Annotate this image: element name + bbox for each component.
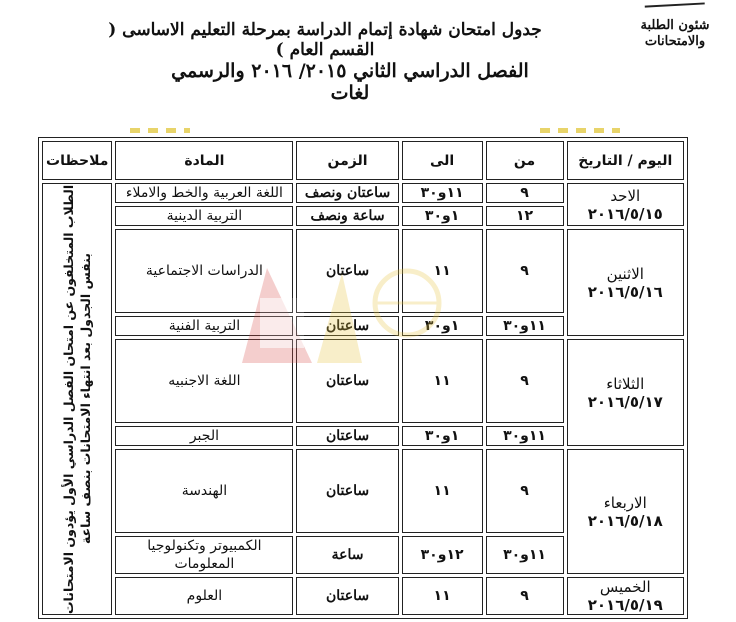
table-header-row (42, 141, 684, 180)
exam-to: ١١ (402, 229, 483, 313)
exam-from: ١١و٣٠ (486, 536, 564, 574)
exam-duration: ساعتان (296, 339, 398, 423)
exam-to: ١١ (402, 577, 483, 615)
table-row (42, 183, 684, 203)
notes-text: الطلاب المتخلفون عن امتحان الفصل الدراسي الأول يؤدون الامتحانات بنفس الجدول بعد انتهاء الامتحانات بنصف ساعة (61, 184, 94, 614)
exam-to: ١و٣٠ (402, 426, 483, 446)
exam-subject: الدراسات الاجتماعية (115, 229, 293, 313)
table-row (42, 339, 684, 423)
exam-duration: ساعتان ونصف (296, 183, 398, 203)
page-title: جدول امتحان شهادة إتمام الدراسة بمرحلة التعليم الاساسى ( القسم العام ) (108, 20, 542, 60)
day-cell (567, 183, 684, 226)
table-row (42, 577, 684, 615)
col-header-notes: ملاحظات (42, 141, 112, 180)
exam-subject: العلوم (115, 577, 293, 615)
col-header-to: الى (402, 141, 483, 180)
day-name: الاثنين (606, 264, 644, 283)
day-cell (567, 577, 684, 615)
exam-subject: الهندسة (115, 449, 293, 533)
day-cell (567, 449, 684, 574)
exam-subject: الكمبيوتر وتكنولوجيا المعلومات (115, 536, 293, 574)
exam-schedule-table (38, 137, 688, 619)
decorative-dash (130, 128, 190, 133)
exam-from: ٩ (486, 183, 564, 203)
day-date: ٢٠١٦/٥/١٨ (587, 511, 663, 530)
day-date: ٢٠١٦/٥/١٧ (587, 392, 663, 411)
exam-duration: ساعة ونصف (296, 206, 398, 226)
exam-to: ١١ (402, 449, 483, 533)
exam-to: ١١ (402, 339, 483, 423)
exam-subject: اللغة الاجنبيه (115, 339, 293, 423)
exam-from: ١٢ (486, 206, 564, 226)
day-cell (567, 229, 684, 336)
exam-duration: ساعتان (296, 316, 398, 336)
exam-from: ٩ (486, 229, 564, 313)
exam-from: ٩ (486, 577, 564, 615)
col-header-from: من (486, 141, 564, 180)
exam-subject: اللغة العربية والخط والاملاء (115, 183, 293, 203)
col-header-duration: الزمن (296, 141, 398, 180)
exam-subject: الجبر (115, 426, 293, 446)
page-subtitle: الفصل الدراسي الثاني ٢٠١٥/ ٢٠١٦ والرسمي لغات (171, 60, 529, 104)
exam-duration: ساعتان (296, 229, 398, 313)
day-name: الخميس (599, 578, 651, 596)
day-name: الاربعاء (603, 493, 647, 512)
exam-from: ٩ (486, 339, 564, 423)
day-date: ٢٠١٦/٥/١٦ (587, 282, 663, 301)
exam-duration: ساعتان (296, 449, 398, 533)
day-name: الثلاثاء (606, 374, 645, 393)
exam-to: ١١و٣٠ (402, 183, 483, 203)
department-name: شئون الطلبة والامتحانات (640, 18, 710, 49)
exam-duration: ساعتان (296, 426, 398, 446)
exam-subject: التربية الدينية (115, 206, 293, 226)
table-row (42, 229, 684, 313)
day-name: الاحد (610, 186, 641, 205)
exam-to: ١٢و٣٠ (402, 536, 483, 574)
day-cell (567, 339, 684, 446)
exam-to: ١و٣٠ (402, 316, 483, 336)
signature-mark (645, 2, 706, 17)
exam-to: ١و٣٠ (402, 206, 483, 226)
exam-duration: ساعتان (296, 577, 398, 615)
notes-cell (42, 183, 112, 615)
exam-subject: التربية الفنية (115, 316, 293, 336)
day-date: ٢٠١٦/٥/١٥ (587, 204, 663, 223)
decorative-dash (540, 128, 620, 133)
exam-from: ١١و٣٠ (486, 316, 564, 336)
table-row (42, 449, 684, 533)
exam-from: ٩ (486, 449, 564, 533)
col-header-day-date: اليوم / التاريخ (567, 141, 684, 180)
exam-duration: ساعة (296, 536, 398, 574)
col-header-subject: المادة (115, 141, 293, 180)
exam-from: ١١و٣٠ (486, 426, 564, 446)
department-stamp (620, 4, 730, 50)
day-date: ٢٠١٦/٥/١٩ (587, 596, 663, 614)
